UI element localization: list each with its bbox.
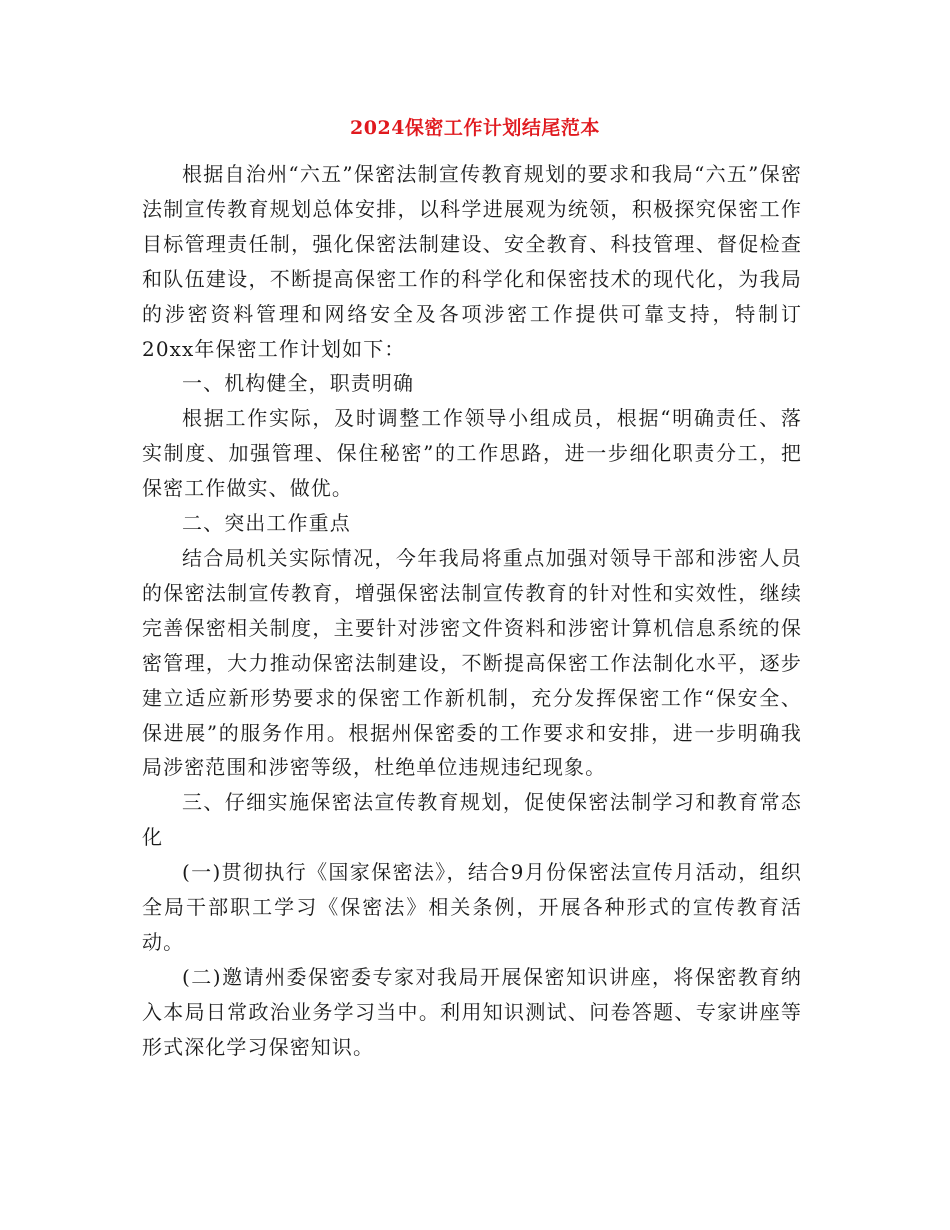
intro-paragraph: 根据自治州“六五”保密法制宣传教育规划的要求和我局“六五”保密法制宣传教育规划总体安排，以科学进展观为统领，积极探究保密工作目标管理责任制，强化保密法制建设、安全教育、科技管理、督促检查和队伍建设，不断提高保密工作的科学化和保密技术的现代化，为我局的涉密资料管理和网络安全及各项涉密工作提供可靠支持，特制订20xx年保密工作计划如下： [142, 162, 802, 361]
section-heading-2: 二、突出工作重点 [182, 511, 351, 536]
document-body [142, 157, 802, 1065]
list-item-2: (二)邀请州委保密委专家对我局开展保密知识讲座，将保密教育纳入本局日常政治业务学习当中。利用知识测试、问卷答题、专家讲座等形式深化学习保密知识。 [142, 964, 802, 1059]
list-item-1: (一)贯彻执行《国家保密法》，结合9月份保密法宣传月活动，组织全局干部职工学习《保密法》相关条例，开展各种形式的宣传教育活动。 [142, 860, 802, 954]
section-paragraph-1: 根据工作实际，及时调整工作领导小组成员，根据“明确责任、落实制度、加强管理、保住秘密”的工作思路，进一步细化职责分工，把保密工作做实、做优。 [142, 406, 802, 501]
document-title: 2024保密工作计划结尾范本 [350, 117, 600, 139]
section-heading-1: 一、机构健全，职责明确 [182, 371, 415, 396]
section-paragraph-2: 结合局机关实际情况，今年我局将重点加强对领导干部和涉密人员的保密法制宣传教育，增强保密法制宣传教育的针对性和实效性，继续完善保密相关制度，主要针对涉密文件资料和涉密计算机信息系统的保密管理，大力推动保密法制建设，不断提高保密工作法制化水平，逐步建立适应新形势要求的保密工作新机制，充分发挥保密工作“保安全、保进展”的服务作用。根据州保密委的工作要求和安排，进一步明确我局涉密范围和涉密等级，杜绝单位违规违纪现象。 [142, 545, 802, 780]
section-heading-3: 三、仔细实施保密法宣传教育规划，促使保密法制学习和教育常态化 [142, 790, 802, 850]
